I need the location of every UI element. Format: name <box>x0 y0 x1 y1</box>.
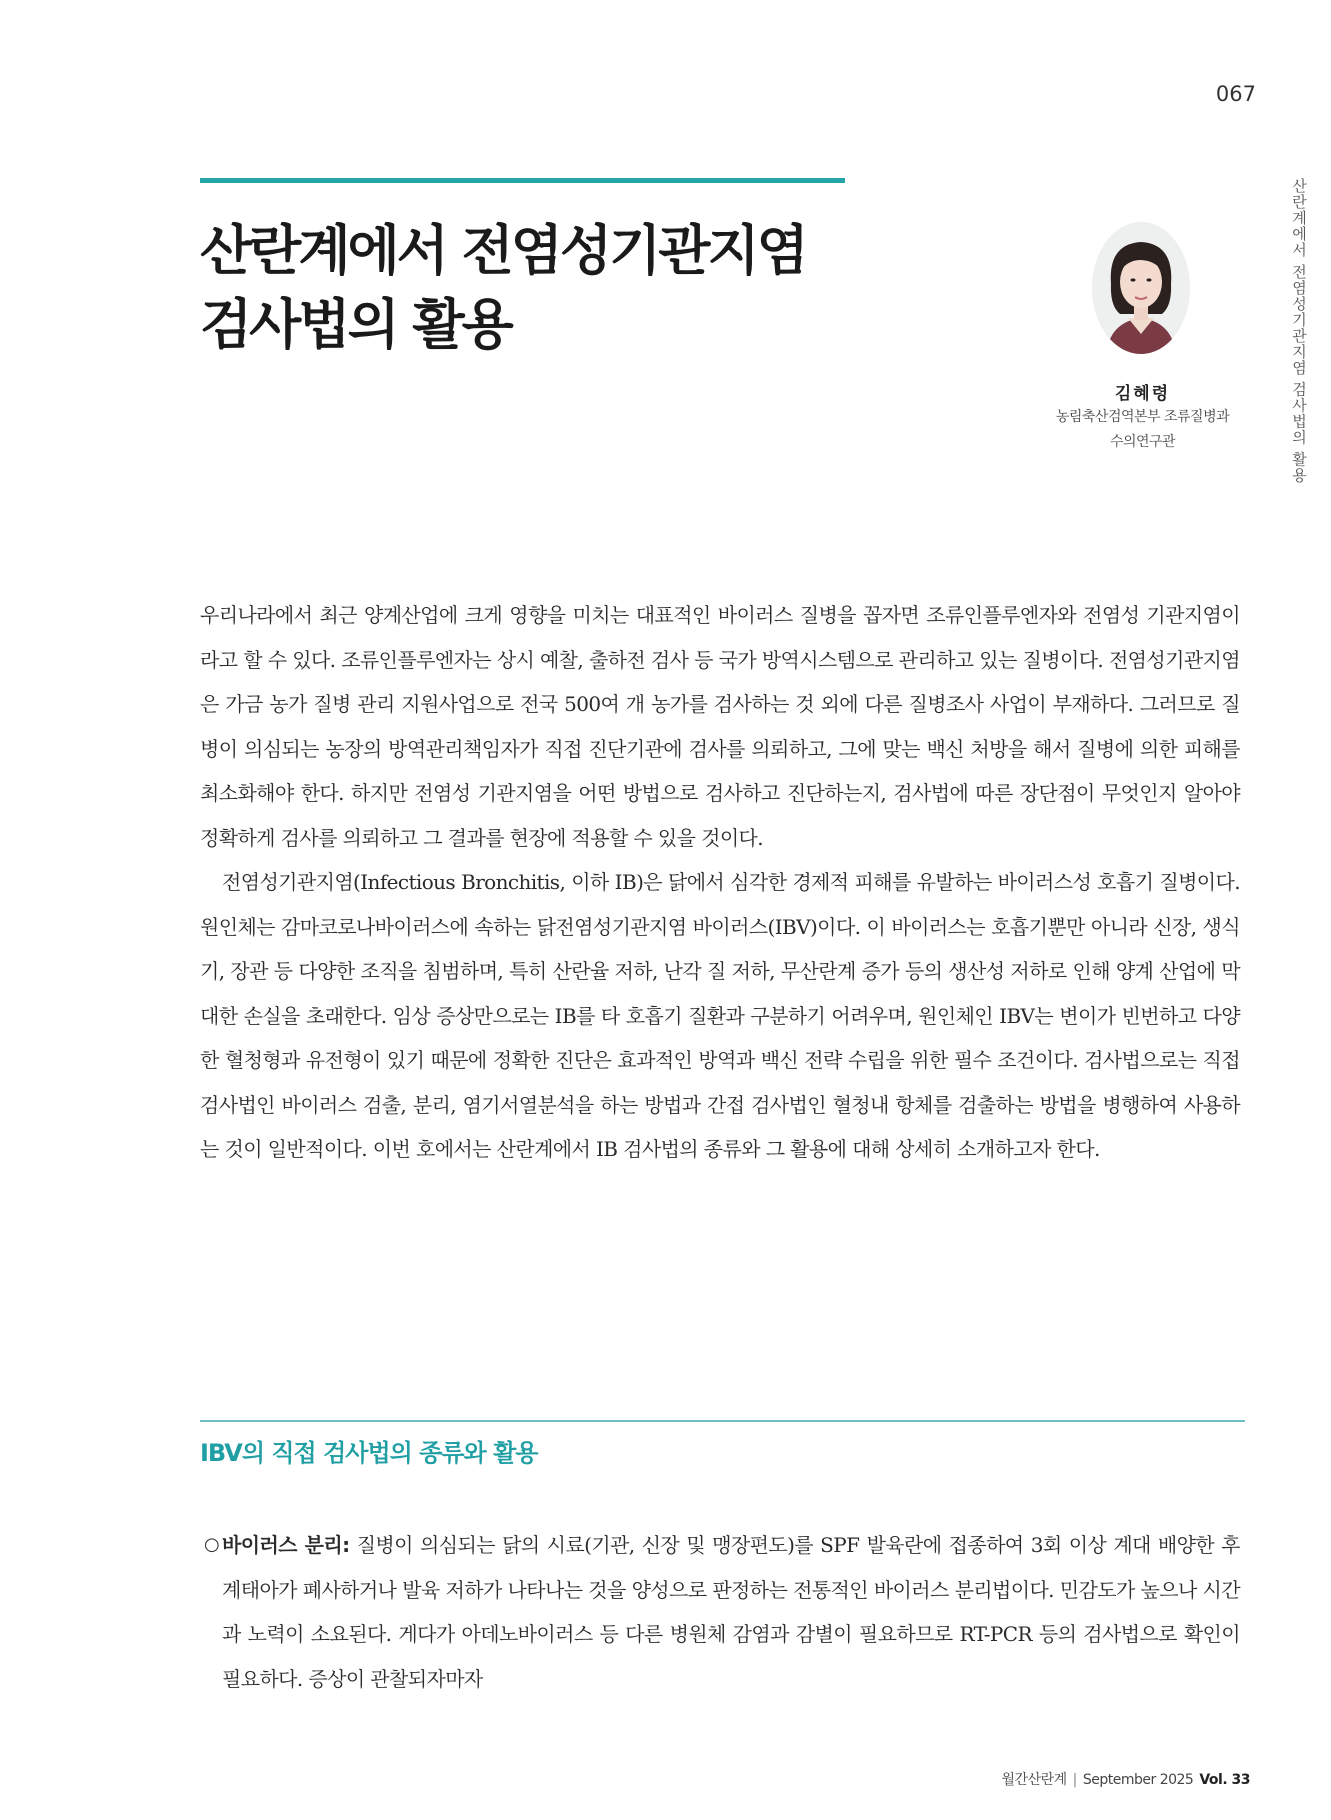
bullet-circle-icon: ○ <box>204 1534 220 1555</box>
footer-issue: September 2025 <box>1082 1772 1194 1788</box>
footer-volume: Vol. 33 <box>1199 1772 1250 1788</box>
page-number: 067 <box>1215 82 1256 106</box>
section-rule <box>200 1420 1245 1422</box>
list-item-virus-isolation <box>204 1523 1240 1701</box>
author-photo <box>1092 222 1190 354</box>
item-label: 바이러스 분리: <box>222 1533 350 1557</box>
page-footer <box>800 1769 1250 1789</box>
section-heading: IBV의 직접 검사법의 종류와 활용 <box>200 1439 538 1467</box>
article-body <box>200 593 1240 1172</box>
author-affiliation-line-2: 수의연구관 <box>1109 434 1176 450</box>
author-affiliation-line-1: 농림축산검역본부 조류질병과 <box>1055 409 1230 425</box>
item-text: 질병이 의심되는 닭의 시료(기관, 신장 및 맹장편도)를 SPF 발육란에 접종하여 3회 이상 계대 배양한 후 계태아가 폐사하거나 발육 저하가 나타나는 것을 양성으로 판정하는 전통적인 바이러스 분리법이다. 민감도가 높으나 시간과 노력이 소요된다. 게다가 아데노바이러스 등 다른 병원체 감염과 감별이 필요하므로 RT-PCR 등의 검사법으로 확인이 필요하다. 증상이 관찰되자마자 <box>222 1533 1240 1691</box>
title-rule <box>200 178 845 183</box>
article-title <box>200 214 900 362</box>
author-affiliation <box>1020 405 1265 455</box>
author-name: 김혜령 <box>1114 384 1171 404</box>
title-line-1: 산란계에서 전염성기관지염 <box>200 219 806 282</box>
running-side-title: 산란계에서 전염성기관지염 검사법의 활용 <box>1290 178 1308 484</box>
footer-magazine: 월간산란계 <box>1001 1772 1067 1788</box>
paragraph-intro: 우리나라에서 최근 양계산업에 크게 영향을 미치는 대표적인 바이러스 질병을 꼽자면 조류인플루엔자와 전염성 기관지염이라고 할 수 있다. 조류인플루엔자는 상시 예찰, 출하전 검사 등 국가 방역시스템으로 관리하고 있는 질병이다. 전염성기관지염은 가금 농가 질병 관리 지원사업으로 전국 500여 개 농가를 검사하는 것 외에 다른 질병조사 사업이 부재하다. 그러므로 질병이 의심되는 농장의 방역관리책임자가 직접 진단기관에 검사를 의뢰하고, 그에 맞는 백신 처방을 해서 질병에 의한 피해를 최소화해야 한다. 하지만 전염성 기관지염을 어떤 방법으로 검사하고 진단하는지, 검사법에 따른 장단점이 무엇인지 알아야 정확하게 검사를 의뢰하고 그 결과를 현장에 적용할 수 있을 것이다. <box>200 603 1240 850</box>
author-portrait-illustration <box>1092 222 1190 354</box>
footer-separator: | <box>1072 1772 1077 1788</box>
title-line-2: 검사법의 활용 <box>200 293 511 356</box>
paragraph-ib-overview: 전염성기관지염(Infectious Bronchitis, 이하 IB)은 닭에서 심각한 경제적 피해를 유발하는 바이러스성 호흡기 질병이다. 원인체는 감마코로나바이러스에 속하는 닭전염성기관지염 바이러스(IBV)이다. 이 바이러스는 호흡기뿐만 아니라 신장, 생식기, 장관 등 다양한 조직을 침범하며, 특히 산란율 저하, 난각 질 저하, 무산란계 증가 등의 생산성 저하로 인해 양계 산업에 막대한 손실을 초래한다. 임상 증상만으로는 IB를 타 호흡기 질환과 구분하기 어려우며, 원인체인 IBV는 변이가 빈번하고 다양한 혈청형과 유전형이 있기 때문에 정확한 진단은 효과적인 방역과 백신 전략 수립을 위한 필수 조건이다. 검사법으로는 직접 검사법인 바이러스 검출, 분리, 염기서열분석을 하는 방법과 간접 검사법인 혈청내 항체를 검출하는 방법을 병행하여 사용하는 것이 일반적이다. 이번 호에서는 산란계에서 IB 검사법의 종류와 그 활용에 대해 상세히 소개하고자 한다. <box>200 870 1240 1161</box>
